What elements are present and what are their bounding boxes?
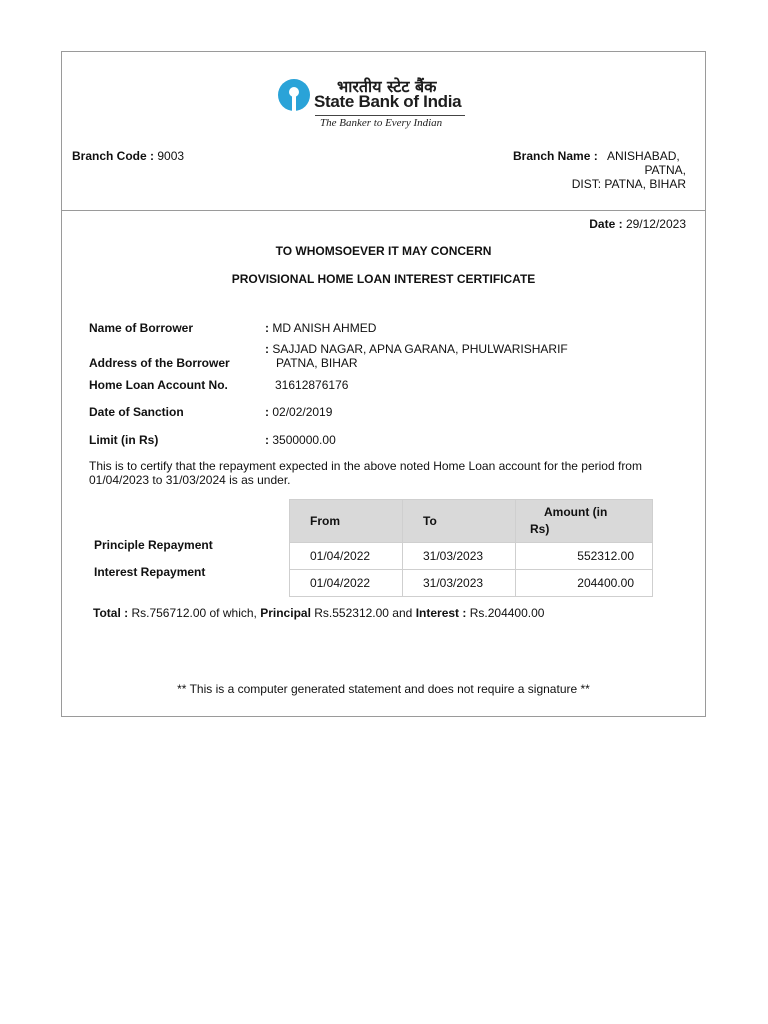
logo-divider <box>315 115 465 116</box>
branch-name-line2: PATNA, <box>644 163 686 177</box>
table-row <box>290 543 653 570</box>
account-label: Home Loan Account No. <box>89 378 228 392</box>
principle-repayment-label: Principle Repayment <box>94 538 213 552</box>
branch-name <box>513 149 680 163</box>
borrower-value: MD ANISH AHMED <box>272 321 377 335</box>
limit-value: 3500000.00 <box>272 433 336 447</box>
footer-note: ** This is a computer generated statement and does not require a signature ** <box>177 682 590 696</box>
principal-label: Principal <box>260 606 311 620</box>
borrower-value-row <box>265 321 376 335</box>
bank-name-hindi: भारतीय स्टेट बैंक <box>337 77 437 96</box>
certificate-frame <box>61 51 706 717</box>
interest-text: Rs.204400.00 <box>469 606 545 620</box>
certify-line2: 01/04/2023 to 31/03/2024 is as under. <box>89 473 291 487</box>
sbi-emblem-icon <box>277 78 311 112</box>
table-header-row <box>290 500 653 543</box>
header-amount <box>516 500 653 543</box>
row-amount: 552312.00 <box>516 543 653 570</box>
branch-name-label: Branch Name : <box>513 149 598 163</box>
colon: : <box>265 342 269 356</box>
limit-label: Limit (in Rs) <box>89 433 159 447</box>
row-to: 31/03/2023 <box>403 570 516 597</box>
principal-text: Rs.552312.00 and <box>314 606 413 620</box>
sanction-row <box>265 405 332 419</box>
table-row <box>290 570 653 597</box>
branch-code-value: 9003 <box>157 149 185 163</box>
header-amount-line2: Rs) <box>530 522 550 536</box>
address-line2: PATNA, BIHAR <box>276 356 358 370</box>
limit-row <box>265 433 336 447</box>
total-label: Total : <box>93 606 129 620</box>
sanction-label: Date of Sanction <box>89 405 184 419</box>
certificate-date <box>589 217 686 231</box>
date-value: 29/12/2023 <box>625 217 686 231</box>
address-line1: SAJJAD NAGAR, APNA GARANA, PHULWARISHARIF <box>272 342 568 356</box>
row-to: 31/03/2023 <box>403 543 516 570</box>
address-row <box>265 342 568 356</box>
title-concern: TO WHOMSOEVER IT MAY CONCERN <box>275 244 492 258</box>
repayment-table <box>289 499 653 597</box>
title-certificate: PROVISIONAL HOME LOAN INTEREST CERTIFICATE <box>231 272 536 286</box>
total-text: Rs.756712.00 of which, <box>131 606 257 620</box>
branch-code <box>72 149 184 163</box>
bank-tagline: The Banker to Every Indian <box>320 117 443 129</box>
certify-line1: This is to certify that the repayment expected in the above noted Home Loan account for the period from <box>89 459 642 473</box>
interest-repayment-label: Interest Repayment <box>94 565 206 579</box>
interest-label: Interest : <box>415 606 467 620</box>
header-divider <box>62 210 705 211</box>
sanction-value: 02/02/2019 <box>272 405 333 419</box>
colon: : <box>265 321 269 335</box>
account-value: 31612876176 <box>275 378 349 392</box>
branch-code-label: Branch Code : <box>72 149 155 163</box>
bank-name-english: State Bank of India <box>314 92 462 111</box>
header-amount-line1: Amount (in <box>544 505 608 519</box>
row-from: 01/04/2022 <box>290 570 403 597</box>
header-from: From <box>290 500 403 543</box>
colon: : <box>265 433 269 447</box>
address-label: Address of the Borrower <box>89 356 230 370</box>
colon: : <box>265 405 269 419</box>
header-to: To <box>403 500 516 543</box>
sbi-logo <box>277 75 467 127</box>
row-amount: 204400.00 <box>516 570 653 597</box>
row-from: 01/04/2022 <box>290 543 403 570</box>
branch-name-line3: DIST: PATNA, BIHAR <box>571 177 686 191</box>
total-line <box>93 606 544 620</box>
borrower-label: Name of Borrower <box>89 321 194 335</box>
date-label: Date : <box>589 217 623 231</box>
branch-name-line1: ANISHABAD, <box>607 149 680 163</box>
